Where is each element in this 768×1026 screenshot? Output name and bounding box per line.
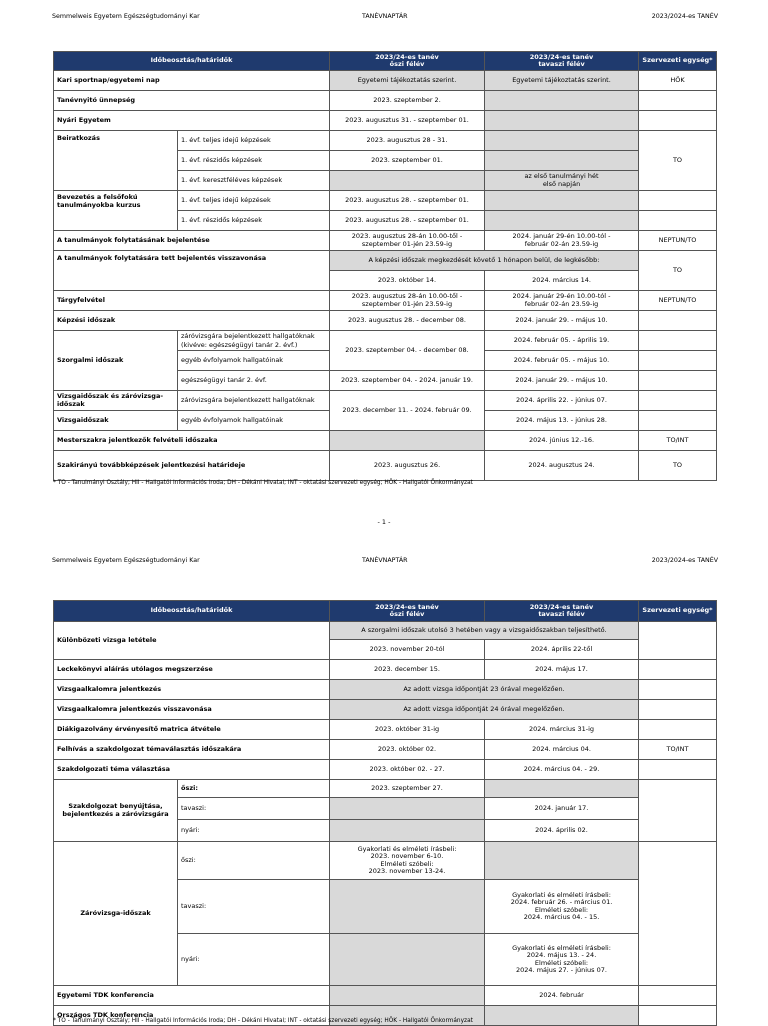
table-row: Tárgyfelvétel 2023. augusztus 28-án 10.00-től - szeptember 01-jén 23.59-ig 2024. január 29-én 10.00-tól - február 02-án 23.59-ig NEPTUN/TO xyxy=(54,291,717,311)
col-header-unit: Szervezeti egység* xyxy=(639,52,717,71)
table-row: Beiratkozás 1. évf. teljes idejű képzések 2023. augusztus 28 - 31. TO xyxy=(54,131,717,151)
table-row: Leckekönyvi aláírás utólagos megszerzése 2023. december 15. 2024. május 17. xyxy=(54,660,717,680)
table-row: egyéb évfolyamok hallgatóinak 2024. február 05. - május 10. xyxy=(54,351,717,371)
table-row: Vizsgaalkalomra jelentkezés Az adott vizsga időpontját 23 órával megelőzően. xyxy=(54,680,717,700)
table-row: 2023. október 14. 2024. március 14. xyxy=(54,271,717,291)
table-header-row xyxy=(54,52,717,71)
table-row: egészségügyi tanár 2. évf. 2023. szeptember 04. - 2024. január 19. 2024. január 29. - május 10. xyxy=(54,371,717,391)
table-row: Vizsgaidőszak egyéb évfolyamok hallgatóinak 2024. május 13. - június 28. xyxy=(54,411,717,431)
col-header-unit: Szervezeti egység* xyxy=(639,601,717,622)
table-row: 1. évf. részidős képzések 2023. augusztus 28. - szeptember 01. xyxy=(54,211,717,231)
col-header-fall: 2023/24-es tanév őszi félév xyxy=(330,52,485,71)
calendar-table-page2 xyxy=(53,600,717,1026)
table-row: 2023. november 20-tól 2024. április 22-től xyxy=(54,640,717,660)
page-number: - 1 - xyxy=(377,518,391,526)
table-row: A tanulmányok folytatására tett bejelentés visszavonása A képzési időszak megkezdését követő 1 hónapon belül, de legkésőbb: TO xyxy=(54,251,717,271)
footnote: * TO - Tanulmányi Osztály; HII - Hallgatói Információs Iroda; DH - Dékáni Hivatal; INT - oktatási szervezeti egység; HÖK - Hallgatói Önkormányzat xyxy=(53,480,473,486)
page2-header xyxy=(52,557,718,567)
table-row: Szakirányú továbbképzések jelentkezési határideje 2023. augusztus 26. 2024. augusztus 24. TO xyxy=(54,451,717,481)
institution-name: Semmelweis Egyetem Egészségtudományi Kar xyxy=(52,557,200,564)
table-row: Országos TDK konferencia xyxy=(54,1006,717,1026)
table-row: Tanévnyitó ünnepség 2023. szeptember 2. xyxy=(54,91,717,111)
table-row: 1. évf. részidős képzések 2023. szeptember 01. xyxy=(54,151,717,171)
academic-year: 2023/2024-es TANÉV xyxy=(651,13,718,20)
calendar-table-page1 xyxy=(53,51,717,481)
table-row: Vizsgaidőszak és záróvizsga- időszak záróvizsgára bejelentkezett hallgatóknak 2023. december 11. - 2024. február 09. 2024. április 22. - június 07. xyxy=(54,391,717,411)
table-row: Egyetemi TDK konferencia 2024. február xyxy=(54,986,717,1006)
table-row: Bevezetés a felsőfokú tanulmányokba kurzus 1. évf. teljes idejű képzések 2023. augusztus 28. - szeptember 01. xyxy=(54,191,717,211)
table-row: Szakdolgozati téma választása 2023. október 02. - 27. 2024. március 04. - 29. xyxy=(54,760,717,780)
table-row: Mesterszakra jelentkezők felvételi időszaka 2024. június 12.-16. TO/INT xyxy=(54,431,717,451)
table-row: Kari sportnap/egyetemi nap Egyetemi tájékoztatás szerint. Egyetemi tájékoztatás szerint. HÖK xyxy=(54,71,717,91)
col-header-fall: 2023/24-es tanév őszi félév xyxy=(330,601,485,622)
table-row: tavaszi: 2024. január 17. xyxy=(54,798,717,820)
table-row: Nyári Egyetem 2023. augusztus 31. - szeptember 01. xyxy=(54,111,717,131)
table-row: nyári: 2024. április 02. xyxy=(54,820,717,842)
table-row: Különbözeti vizsga letétele A szorgalmi időszak utolsó 3 hetében vagy a vizsgaidőszakban teljesíthető. xyxy=(54,622,717,640)
table-row: Szakdolgozat benyújtása, bejelentkezés a záróvizsgára őszi: 2023. szeptember 27. xyxy=(54,780,717,798)
col-header-schedule: Időbeosztás/határidők xyxy=(54,52,330,71)
table-row: 1. évf. keresztféléves képzések az első tanulmányi hét első napján xyxy=(54,171,717,191)
table-row: nyári: Gyakorlati és elméleti írásbeli: 2024. május 13. - 24. Elméleti szóbeli: 2024. május 27. - június 07. xyxy=(54,934,717,986)
document-title: TANÉVNAPTÁR xyxy=(362,557,408,564)
table-row: Záróvizsga-időszak őszi: Gyakorlati és elméleti írásbeli: 2023. november 6-10. Elméleti szóbeli: 2023. november 13-24. xyxy=(54,842,717,880)
table-row: Felhívás a szakdolgozat témaválasztás időszakára 2023. október 02. 2024. március 04. TO/INT xyxy=(54,740,717,760)
table-row: A tanulmányok folytatásának bejelentése 2023. augusztus 28-án 10.00-től - szeptember 01-jén 23.59-ig 2024. január 29-én 10.00-tól - február 02-án 23.59-ig NEPTUN/TO xyxy=(54,231,717,251)
academic-year: 2023/2024-es TANÉV xyxy=(651,557,718,564)
table-row: Diákigazolvány érvényesítő matrica átvétele 2023. október 31-ig 2024. március 31-ig xyxy=(54,720,717,740)
table-header-row xyxy=(54,601,717,622)
page1-header xyxy=(52,13,718,23)
institution-name: Semmelweis Egyetem Egészségtudományi Kar xyxy=(52,13,200,20)
table-row: Vizsgaalkalomra jelentkezés visszavonása Az adott vizsga időpontját 24 órával megelőzően. xyxy=(54,700,717,720)
col-header-spring: 2023/24-es tanév tavaszi félév xyxy=(485,52,639,71)
col-header-schedule: Időbeosztás/határidők xyxy=(54,601,330,622)
table-row: Szorgalmi időszak záróvizsgára bejelentkezett hallgatóknak (kivéve: egészségügyi tanár 2. évf.) 2023. szeptember 04. - december 08. 2024. február 05. - április 19. xyxy=(54,331,717,351)
table-row: tavaszi: Gyakorlati és elméleti írásbeli: 2024. február 26. - március 01. Elméleti szóbeli: 2024. március 04. - 15. xyxy=(54,880,717,934)
footnote: * TO - Tanulmányi Osztály; HII - Hallgatói Információs Iroda; DH - Dékáni Hivatal; INT - oktatási szervezeti egység; HÖK - Hallgatói Önkormányzat xyxy=(53,1018,473,1024)
table-row: Képzési időszak 2023. augusztus 28. - december 08. 2024. január 29. - május 10. xyxy=(54,311,717,331)
col-header-spring: 2023/24-es tanév tavaszi félév xyxy=(485,601,639,622)
document-title: TANÉVNAPTÁR xyxy=(362,13,408,20)
